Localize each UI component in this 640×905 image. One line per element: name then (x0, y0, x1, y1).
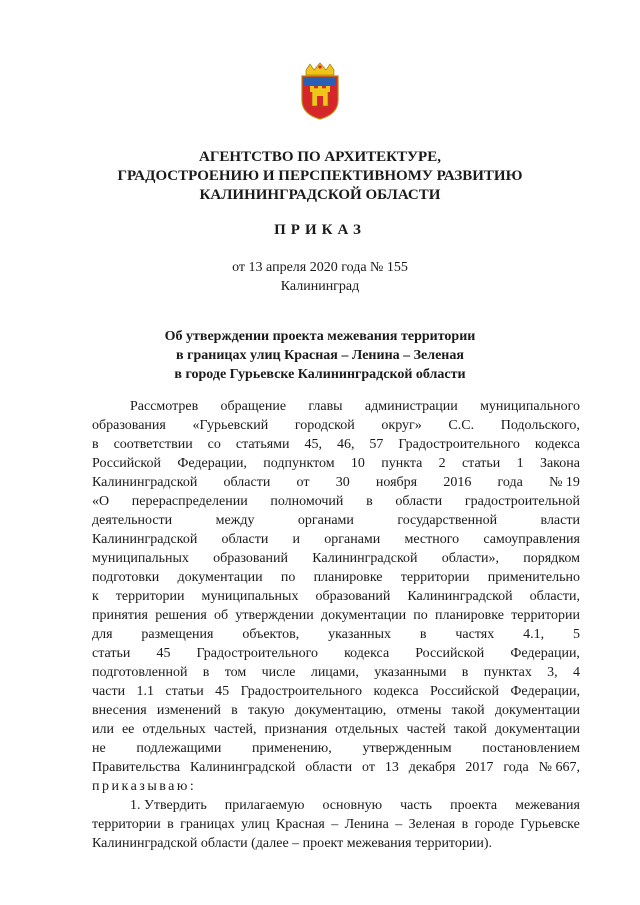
text-line: 1. Утвердить прилагаемую основную часть проекта межевания (130, 798, 580, 813)
text-line: Калининградской области от 30 ноября 2016 года № 19 (92, 475, 580, 490)
document-body (92, 397, 580, 853)
text-line: или ее отдельных частей, признания отдельных частей такой документации (92, 722, 580, 737)
text-line: деятельности между органами государственной власти (92, 513, 580, 528)
coat-of-arms-icon (300, 62, 340, 120)
document-subject (0, 327, 640, 384)
text-line: образования «Гурьевский городской округ» С.С. Подольского, (92, 418, 580, 433)
text-line: принятия решения об утверждении документации по планировке территории (92, 608, 580, 623)
text-line: в соответствии со статьями 45, 46, 57 Градостроительного кодекса (92, 437, 580, 452)
agency-line: КАЛИНИНГРАДСКОЙ ОБЛАСТИ (199, 187, 441, 203)
text-line: для размещения объектов, указанных в частях 4.1, 5 (92, 627, 580, 642)
text-line: муниципальных образований Калининградской области», порядком (92, 551, 580, 566)
text-line: части 1.1 статьи 45 Градостроительного кодекса Российской Федерации, (92, 684, 580, 699)
text-line: не подлежащими применению, утвержденным постановлением (92, 741, 580, 756)
text-line: внесения изменений в такую документацию, отмены такой документации (92, 703, 580, 718)
document-meta (0, 258, 640, 296)
agency-line: АГЕНТСТВО ПО АРХИТЕКТУРЕ, (199, 149, 441, 165)
text-line: Правительства Калининградской области от 13 декабря 2017 года № 667, (92, 760, 580, 775)
text-line: статьи 45 Градостроительного кодекса Российской Федерации, (92, 646, 580, 661)
date-and-number: от 13 апреля 2020 года № 155 (232, 260, 408, 275)
document-type: ПРИКАЗ (274, 222, 366, 238)
text-line: подготовки документации по планировке территории применительно (92, 570, 580, 585)
subject-line: Об утверждении проекта межевания территории (164, 329, 476, 344)
agency-name (0, 148, 640, 205)
order-word: приказываю: (92, 779, 197, 794)
text-line: Калининградской области и органами местного самоуправления (92, 532, 580, 547)
main-paragraph (92, 397, 580, 777)
subject-line: в городе Гурьевске Калининградской области (174, 367, 466, 382)
text-line: Российской Федерации, подпунктом 10 пункта 2 статьи 1 Закона (92, 456, 580, 471)
subject-line: в границах улиц Красная – Ленина – Зеленая (176, 348, 464, 363)
agency-line: ГРАДОСТРОЕНИЮ И ПЕРСПЕКТИВНОМУ РАЗВИТИЮ (117, 168, 523, 184)
text-line: Калининградской области (далее – проект межевания территории). (92, 836, 493, 851)
order-item-1 (92, 796, 580, 853)
city: Калининград (280, 279, 360, 294)
text-line: территории в границах улиц Красная – Ленина – Зеленая в городе Гурьевске (92, 817, 580, 832)
text-line: Рассмотрев обращение главы администрации муниципального (130, 399, 580, 414)
text-line: подготовленной в том числе лицами, указанными в пунктах 3, 4 (92, 665, 580, 680)
text-line: «О перераспределении полномочий в области градостроительной (92, 494, 580, 509)
text-line: к территории муниципальных образований Калининградской области, (92, 589, 580, 604)
